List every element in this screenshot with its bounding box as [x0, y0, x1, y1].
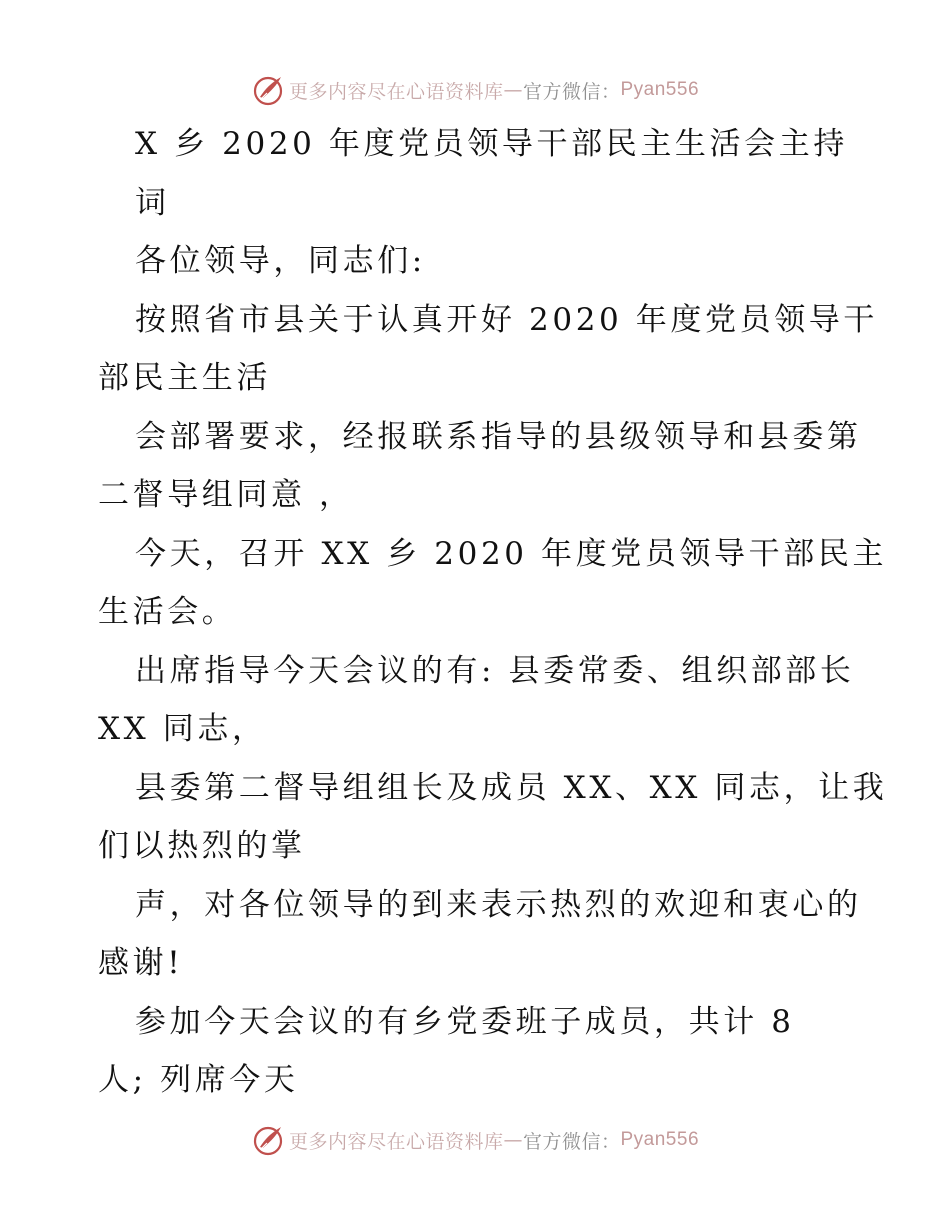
banner-wechat-label: 官方微信：: [522, 80, 621, 103]
doc-title-line-2: 词: [135, 184, 170, 221]
doc-paragraph-line: 参加今天会议的有乡党委班子成员，共计 8: [135, 1003, 795, 1040]
doc-paragraph-line: 生活会。: [98, 594, 237, 630]
banner-site-text: 更多内容尽在心语资料库: [288, 1130, 504, 1153]
header-watermark-banner: [0, 70, 950, 110]
footer-watermark-banner: [0, 1120, 950, 1160]
banner-wechat-id: Pyan556: [620, 79, 700, 100]
doc-title-line-1: X 乡 2020 年度党员领导干部民主生活会主持: [135, 126, 848, 162]
doc-paragraph-line: 按照省市县关于认真开好 2020 年度党员领导干: [135, 301, 878, 338]
doc-paragraph-line: 会部署要求，经报联系指导的县级领导和县委第: [135, 418, 862, 455]
doc-salutation: 各位领导，同志们:: [135, 243, 426, 279]
doc-paragraph-line: 二督导组同意 ，: [98, 477, 354, 513]
banner-site-text: 更多内容尽在心语资料库: [288, 80, 504, 103]
banner-dash: —: [503, 1129, 523, 1151]
doc-paragraph-line: 今天，召开 XX 乡 2020 年度党员领导干部民主: [135, 535, 888, 572]
doc-paragraph-line: 部民主生活: [98, 360, 271, 396]
doc-paragraph-line: 县委第二督导组组长及成员 XX、XX 同志，让我: [135, 769, 888, 806]
doc-paragraph-line: 出席指导今天会议的有: 县委常委、组织部部长: [135, 652, 855, 689]
doc-paragraph-line: 人; 列席今天: [98, 1062, 299, 1098]
banner-wechat-id: Pyan556: [620, 1129, 700, 1150]
doc-paragraph-line: 声，对各位领导的到来表示热烈的欢迎和衷心的: [135, 886, 862, 923]
quill-logo-icon: [251, 73, 285, 107]
doc-paragraph-line: 们以热烈的掌: [98, 828, 306, 864]
banner-wechat-label: 官方微信：: [522, 1130, 621, 1153]
document-body: [98, 115, 888, 1110]
doc-paragraph-line: 感谢!: [98, 945, 184, 981]
banner-dash: —: [503, 79, 523, 101]
quill-logo-icon: [251, 1123, 285, 1157]
doc-paragraph-line: XX 同志，: [98, 711, 267, 747]
